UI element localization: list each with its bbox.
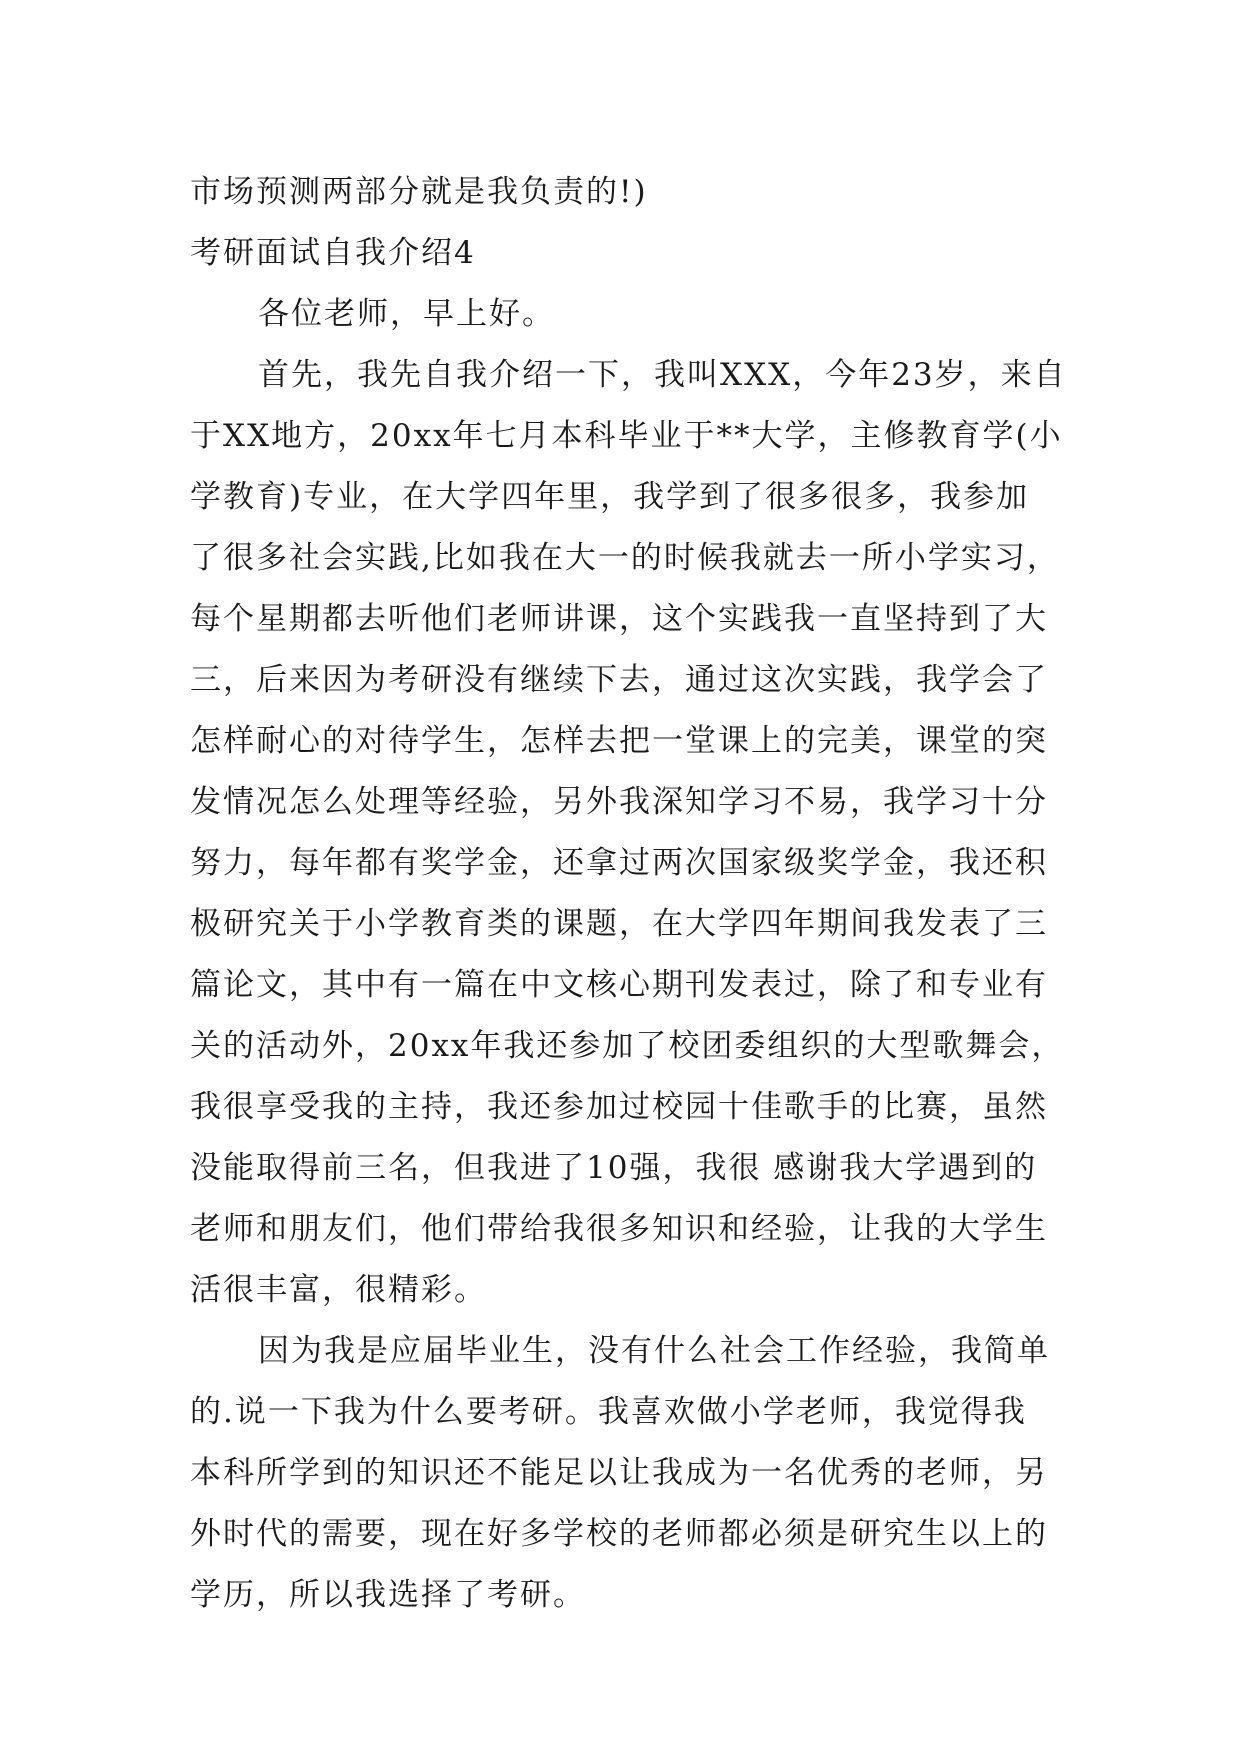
text-line: 没能取得前三名，但我进了10强，我很 感谢我大学遇到的 xyxy=(190,1150,1038,1186)
paragraph-start: 首先，我先自我介绍一下，我叫XXX，今年23岁，来自 xyxy=(258,357,1067,393)
text-line: 活很丰富，很精彩。 xyxy=(190,1272,487,1308)
text-line: 每个星期都去听他们老师讲课，这个实践我一直坚持到了大 xyxy=(190,601,1048,637)
text-line: 老师和朋友们，他们带给我很多知识和经验，让我的大学生 xyxy=(190,1211,1048,1247)
text-line: 于XX地方，20xx年七月本科毕业于**大学，主修教育学(小 xyxy=(190,418,1063,454)
text-line: 努力，每年都有奖学金，还拿过两次国家级奖学金，我还积 xyxy=(190,845,1048,881)
text-line: 我很享受我的主持，我还参加过校园十佳歌手的比赛，虽然 xyxy=(190,1089,1048,1125)
text-line: 极研究关于小学教育类的课题，在大学四年期间我发表了三 xyxy=(190,906,1048,942)
text-line: 三，后来因为考研没有继续下去，通过这次实践，我学会了 xyxy=(190,662,1048,698)
text-line: 了很多社会实践,比如我在大一的时候我就去一所小学实习， xyxy=(190,540,1060,576)
paragraph-start: 因为我是应届毕业生，没有什么社会工作经验，我简单 xyxy=(258,1333,1050,1369)
text-line: 的.说一下我为什么要考研。我喜欢做小学老师，我觉得我 xyxy=(190,1394,1027,1430)
text-line: 本科所学到的知识还不能足以让我成为一名优秀的老师，另 xyxy=(190,1455,1048,1491)
text-line: 篇论文，其中有一篇在中文核心期刊发表过，除了和专业有 xyxy=(190,967,1048,1003)
text-line: 市场预测两部分就是我负责的!) xyxy=(190,174,648,210)
text-line: 学历，所以我选择了考研。 xyxy=(190,1577,586,1613)
text-line: 学教育)专业，在大学四年里，我学到了很多很多，我参加 xyxy=(190,479,1030,515)
text-line: 外时代的需要，现在好多学校的老师都必须是研究生以上的 xyxy=(190,1516,1048,1552)
text-line: 发情况怎么处理等经验，另外我深知学习不易，我学习十分 xyxy=(190,784,1048,820)
section-heading: 考研面试自我介绍4 xyxy=(190,235,476,271)
text-line: 关的活动外，20xx年我还参加了校团委组织的大型歌舞会， xyxy=(190,1028,1065,1064)
text-line: 怎样耐心的对待学生，怎样去把一堂课上的完美，课堂的突 xyxy=(190,723,1048,759)
paragraph-start: 各位老师，早上好。 xyxy=(258,296,555,332)
document-body xyxy=(190,162,1067,1626)
